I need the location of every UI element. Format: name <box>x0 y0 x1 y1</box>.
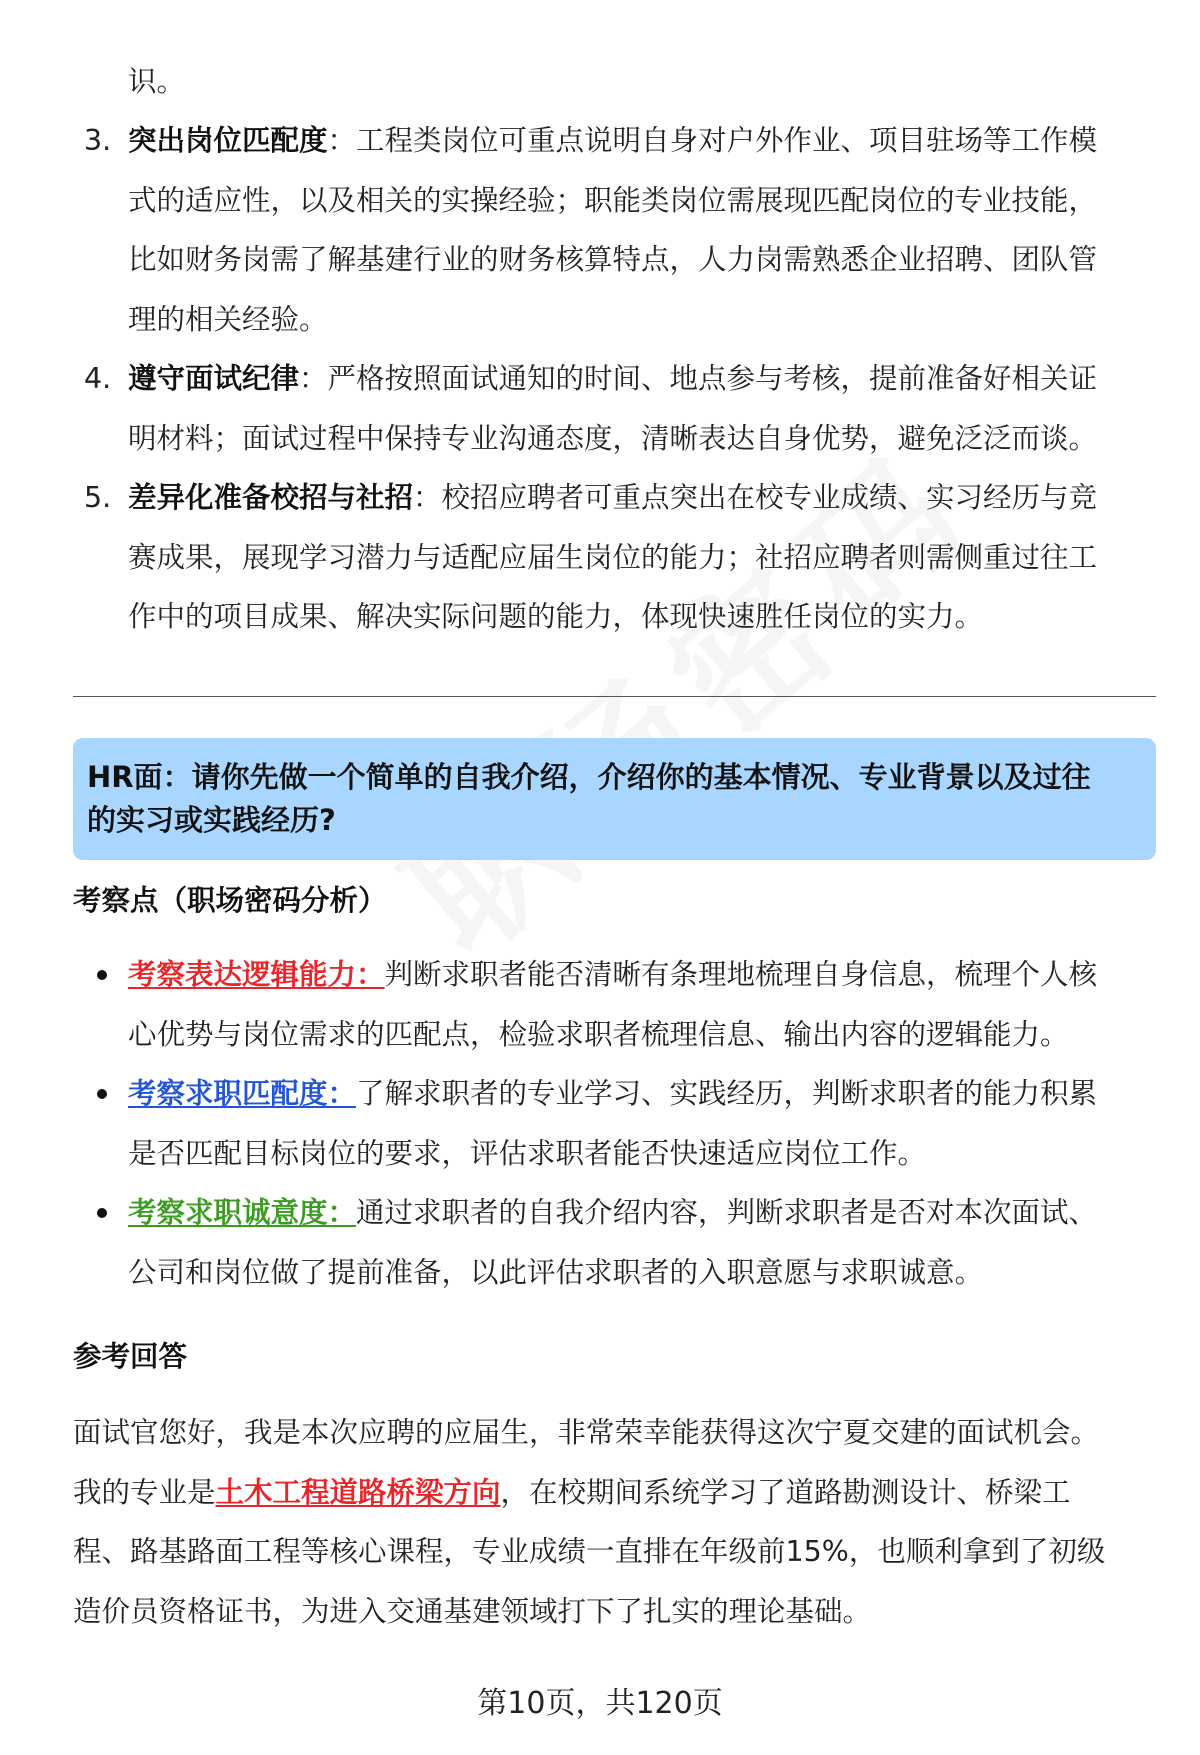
list-number: 4. <box>84 362 112 395</box>
list-item-line: 校招应聘者可重点突出在校专业成绩、实习经历与竞 <box>441 481 1098 514</box>
bullet-dot <box>97 1208 107 1218</box>
bullet-dot <box>97 1089 107 1099</box>
list-item-title: 遵守面试纪律 <box>128 362 300 395</box>
bullet-dot <box>97 970 107 980</box>
list-item-line: 明材料；面试过程中保持专业沟通态度，清晰表达自身优势，避免泛泛而谈。 <box>128 421 1098 455</box>
list-item-sep: ： <box>299 362 328 395</box>
answer-line: 程、路基路面工程等核心课程，专业成绩一直排在年级前15%，也顺利拿到了初级 <box>73 1535 1106 1568</box>
answer-line-pre: 我的专业是 <box>73 1475 216 1509</box>
answer-title: 参考回答 <box>73 1340 188 1373</box>
list-item-line: 式的适应性，以及相关的实操经验；职能类岗位需展现匹配岗位的专业技能， <box>128 183 1098 217</box>
list-number: 3. <box>84 124 112 157</box>
kaocha-line: 判断求职者能否清晰有条理地梳理自身信息，梳理个人核 <box>384 958 1098 991</box>
list-item-sep: ： <box>413 481 442 514</box>
list-item-title: 差异化准备校招与社招 <box>128 481 414 514</box>
list-item-line: 比如财务岗需了解基建行业的财务核算特点，人力岗需熟悉企业招聘、团队管 <box>128 243 1098 276</box>
page-number: 第10页，共120页 <box>477 1686 723 1721</box>
list-item-title: 突出岗位匹配度 <box>128 124 328 157</box>
question-text <box>87 756 1142 842</box>
kaocha-keyword: 考察求职诚意度： <box>128 1196 357 1229</box>
kaocha-line: 通过求职者的自我介绍内容，判断求职者是否对本次面试、 <box>356 1196 1098 1229</box>
list-item-text <box>128 111 1143 349</box>
answer-text <box>73 1403 1158 1641</box>
question-box <box>73 738 1156 860</box>
prev-item-tail: 识。 <box>128 65 186 98</box>
question-line: 的实习或实践经历? <box>87 803 336 837</box>
kaocha-line: 是否匹配目标岗位的要求，评估求职者能否快速适应岗位工作。 <box>128 1136 927 1170</box>
kaocha-line: 公司和岗位做了提前准备，以此评估求职者的入职意愿与求职诚意。 <box>128 1255 984 1289</box>
answer-line: 面试官您好，我是本次应聘的应届生，非常荣幸能获得这次宁夏交建的面试机会。 <box>73 1416 1100 1449</box>
list-item-line: 赛成果，展现学习潜力与适配应届生岗位的能力；社招应聘者则需侧重过往工 <box>128 540 1098 574</box>
list-item-line: 严格按照面试通知的时间、地点参与考核，提前准备好相关证 <box>327 362 1098 395</box>
kaocha-keyword: 考察求职匹配度： <box>128 1077 357 1110</box>
kaocha-keyword: 考察表达逻辑能力： <box>128 958 385 991</box>
kaocha-bullet-2 <box>128 1064 1143 1183</box>
kaocha-title: 考察点（职场密码分析） <box>73 884 387 917</box>
section-divider <box>73 696 1156 697</box>
kaocha-bullet-3 <box>128 1183 1143 1302</box>
answer-line-post: ，在校期间系统学习了道路勘测设计、桥梁工 <box>500 1475 1071 1509</box>
list-item-text <box>128 468 1143 647</box>
question-line: HR面：请你先做一个简单的自我介绍，介绍你的基本情况、专业背景以及过往 <box>87 760 1091 794</box>
kaocha-line: 心优势与岗位需求的匹配点，检验求职者梳理信息、输出内容的逻辑能力。 <box>128 1017 1069 1051</box>
list-number: 5. <box>84 481 112 514</box>
kaocha-bullet-1 <box>128 945 1143 1064</box>
list-item-line: 工程类岗位可重点说明自身对户外作业、项目驻场等工作模 <box>356 124 1098 157</box>
answer-line: 造价员资格证书，为进入交通基建领域打下了扎实的理论基础。 <box>73 1594 872 1628</box>
list-item-line: 作中的项目成果、解决实际问题的能力，体现快速胜任岗位的实力。 <box>128 600 984 633</box>
list-item-text <box>128 349 1143 468</box>
list-item-line: 理的相关经验。 <box>128 302 328 336</box>
kaocha-line: 了解求职者的专业学习、实践经历，判断求职者的能力积累 <box>356 1077 1098 1110</box>
answer-keyword: 土木工程道路桥梁方向 <box>215 1475 501 1509</box>
list-item-sep: ： <box>327 124 357 157</box>
